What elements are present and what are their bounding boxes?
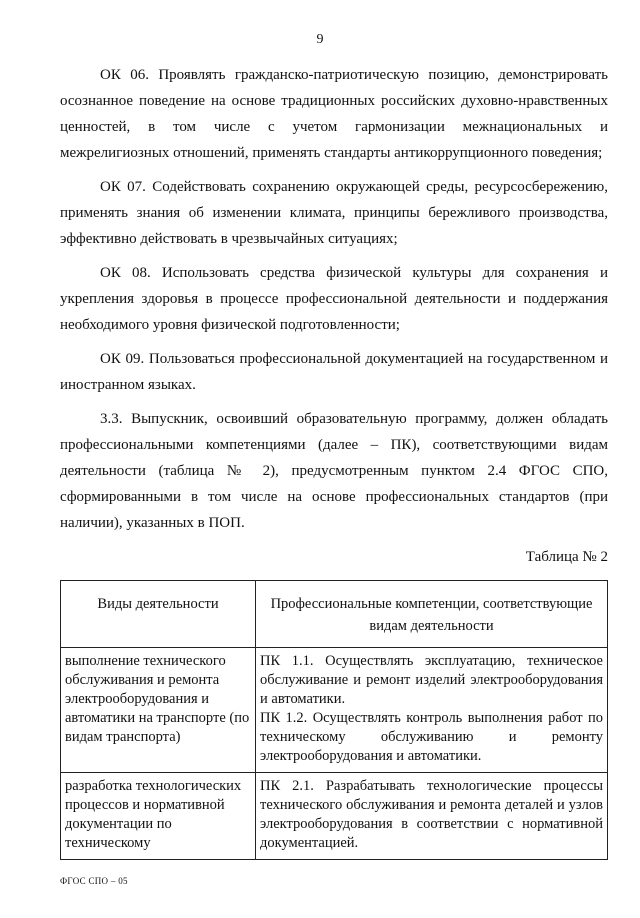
table-cell-competencies bbox=[256, 773, 608, 860]
table-cell-activity: выполнение технического обслуживания и ремонта электрооборудования и автоматики на транспорте (по видам транспорта) bbox=[61, 648, 256, 773]
competency-item: ПК 2.1. Разрабатывать технологические процессы технического обслуживания и ремонта деталей и узлов электрооборудования в соответствии с нормативной документацией. bbox=[260, 778, 603, 851]
table-cell-competencies bbox=[256, 648, 608, 773]
footer-label: ФГОС СПО – 05 bbox=[60, 876, 128, 886]
paragraph-ok09: ОК 09. Пользоваться профессиональной документацией на государственном и иностранном языках. bbox=[60, 351, 608, 393]
document-body bbox=[60, 62, 608, 860]
page-number: 9 bbox=[316, 32, 324, 47]
paragraph-ok07: ОК 07. Содействовать сохранению окружающей среды, ресурсосбережению, применять знания об изменении климата, принципы бережливого производства, эффективно действовать в чрезвычайных ситуациях; bbox=[60, 179, 608, 247]
table-header-competencies: Профессиональные компетенции, соответствующие видам деятельности bbox=[256, 581, 608, 648]
competency-item: ПК 1.1. Осуществлять эксплуатацию, техническое обслуживание и ремонт изделий электрооборудования и автоматики. bbox=[260, 653, 603, 707]
table-row bbox=[61, 648, 608, 773]
competencies-table bbox=[60, 580, 608, 860]
paragraph-3-3: 3.3. Выпускник, освоивший образовательную программу, должен обладать профессиональными компетенциями (далее – ПК), соответствующими видам деятельности (таблица № 2), предусмотренным пунктом 2.4 ФГОС СПО, сформированными в том числе на основе профессиональных стандартов (при наличии), указанных в ПОП. bbox=[60, 411, 608, 531]
table-header-row bbox=[61, 581, 608, 648]
competency-item: ПК 1.2. Осуществлять контроль выполнения работ по техническому обслуживанию и ремонту электрооборудования и автоматики. bbox=[260, 710, 603, 764]
table-row bbox=[61, 773, 608, 860]
paragraph-ok08: ОК 08. Использовать средства физической культуры для сохранения и укрепления здоровья в процессе профессиональной деятельности и поддержания необходимого уровня физической подготовленности; bbox=[60, 265, 608, 333]
table-caption: Таблица № 2 bbox=[525, 549, 608, 565]
table-header-activities: Виды деятельности bbox=[61, 581, 256, 648]
paragraph-ok06: ОК 06. Проявлять гражданско-патриотическую позицию, демонстрировать осознанное поведение на основе традиционных российских духовно-нравственных ценностей, в том числе с учетом гармонизации межнациональных и межрелигиозных отношений, применять стандарты антикоррупционного поведения; bbox=[60, 67, 608, 161]
table-cell-activity: разработка технологических процессов и нормативной документации по техническому bbox=[61, 773, 256, 860]
